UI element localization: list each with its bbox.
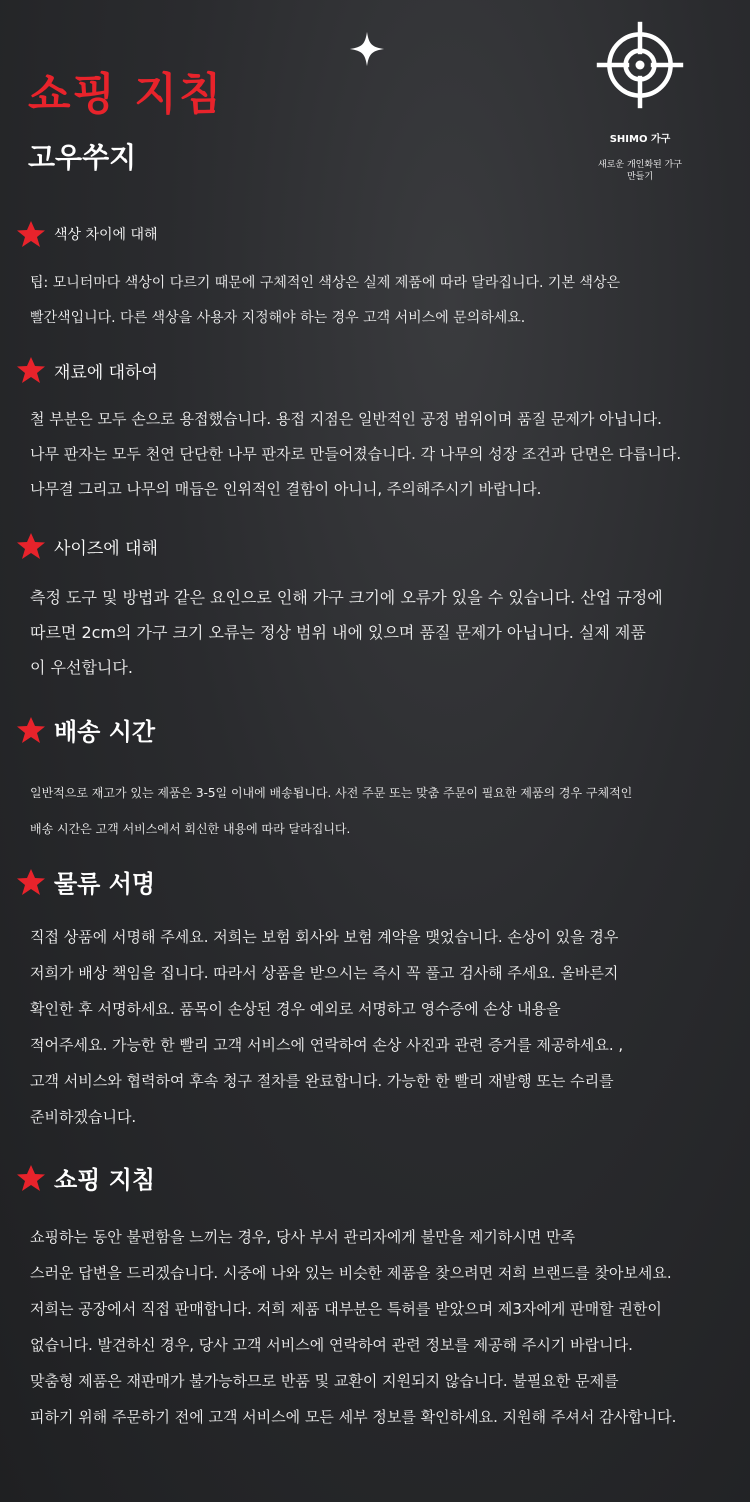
body-line: 쇼핑하는 동안 불편함을 느끼는 경우, 당사 부서 관리자에게 불만을 제기하시면 만족 [30,1228,576,1246]
body-line: 일반적으로 재고가 있는 제품은 3-5일 이내에 배송됩니다. 사전 주문 또는 맞춤 주문이 필요한 제품의 경우 구체적인 [30,786,633,800]
section-body [16,266,726,336]
section-title: 재료에 대하여 [54,362,158,383]
body-line: 준비하겠습니다. [30,1108,137,1126]
section-logistics-signature [16,864,726,1135]
section-header [16,532,726,560]
body-line: 없습니다. 발견하신 경우, 당사 고객 서비스에 연락하여 관련 정보를 제공해 주시기 바랍니다. [30,1336,633,1354]
section-header [16,220,726,248]
four-point-star-icon [348,30,386,68]
brand-name: SHIMO 가구 [609,134,671,145]
body-line: 나무 판자는 모두 천연 단단한 나무 판자로 만들어졌습니다. 각 나무의 성장 조건과 단면은 다릅니다. [30,445,682,463]
section-title: 배송 시간 [54,718,156,746]
body-line: 이 우선합니다. [30,658,133,677]
brand-tagline: 새로운 개인화된 가구 [598,160,682,170]
section-body [16,402,726,507]
star-icon [16,868,46,896]
section-header [16,1160,726,1195]
section-shopping-guide [16,1160,726,1435]
section-title: 색상 차이에 대해 [54,227,158,243]
body-line: 팁: 모니터마다 색상이 다르기 때문에 구체적인 색상은 실제 제품에 따라 달라집니다. 기본 색상은 [30,275,621,291]
section-header [16,712,726,747]
section-color-difference [16,220,726,336]
section-body [16,919,726,1135]
brand-tagline-2: 만들기 [626,172,654,182]
body-line: 따르면 2cm의 가구 크기 오류는 정상 범위 내에 있으며 품질 문제가 아닙니다. 실제 제품 [30,623,646,642]
section-body [16,1219,726,1435]
section-shipping-time [16,712,726,847]
section-title: 물류 서명 [54,870,156,898]
section-body [16,775,726,847]
star-icon [16,220,46,248]
star-icon [16,716,46,744]
brand-block [590,20,690,183]
section-body [16,580,726,685]
section-title: 쇼핑 지침 [54,1166,156,1194]
crosshair-target-icon [595,20,685,110]
body-line: 스러운 답변을 드리겠습니다. 시중에 나와 있는 비슷한 제품을 찾으려면 저희 브랜드를 찾아보세요. [30,1264,672,1282]
section-header [16,356,726,384]
section-title: 사이즈에 대해 [54,538,158,559]
section-material [16,356,726,507]
section-header [16,864,726,899]
body-line: 철 부분은 모두 손으로 용접했습니다. 용접 지점은 일반적인 공정 범위이며 품질 문제가 아닙니다. [30,410,662,428]
body-line: 확인한 후 서명하세요. 품목이 손상된 경우 예외로 서명하고 영수증에 손상 내용을 [30,1000,561,1018]
body-line: 나무결 그리고 나무의 매듭은 인위적인 결함이 아니니, 주의해주시기 바랍니다. [30,480,542,498]
page-title: 쇼핑 지침 [28,69,224,120]
body-line: 적어주세요. 가능한 한 빨리 고객 서비스에 연락하여 손상 사진과 관련 증거를 제공하세요. , [30,1036,624,1054]
body-line: 고객 서비스와 협력하여 후속 청구 절차를 완료합니다. 가능한 한 빨리 재발행 또는 수리를 [30,1072,614,1090]
page-subtitle: 고우쑤지 [28,141,137,174]
star-icon [16,532,46,560]
body-line: 직접 상품에 서명해 주세요. 저희는 보험 회사와 보험 계약을 맺었습니다. 손상이 있을 경우 [30,928,619,946]
body-line: 측정 도구 및 방법과 같은 요인으로 인해 가구 크기에 오류가 있을 수 있습니다. 산업 규정에 [30,588,663,607]
star-icon [16,1164,46,1192]
body-line: 피하기 위해 주문하기 전에 고객 서비스에 모든 세부 정보를 확인하세요. 지원해 주셔서 감사합니다. [30,1408,677,1426]
body-line: 맞춤형 제품은 재판매가 불가능하므로 반품 및 교환이 지원되지 않습니다. 불필요한 문제를 [30,1372,619,1390]
body-line: 저희가 배상 책임을 집니다. 따라서 상품을 받으시는 즉시 꼭 풀고 검사해 주세요. 올바른지 [30,964,619,982]
body-line: 빨간색입니다. 다른 색상을 사용자 지정해야 하는 경우 고객 서비스에 문의하세요. [30,310,526,326]
body-line: 배송 시간은 고객 서비스에서 회신한 내용에 따라 달라집니다. [30,822,351,836]
star-icon [16,356,46,384]
body-line: 저희는 공장에서 직접 판매합니다. 저희 제품 대부분은 특허를 받았으며 제3자에게 판매할 권한이 [30,1300,662,1318]
section-size [16,532,726,685]
